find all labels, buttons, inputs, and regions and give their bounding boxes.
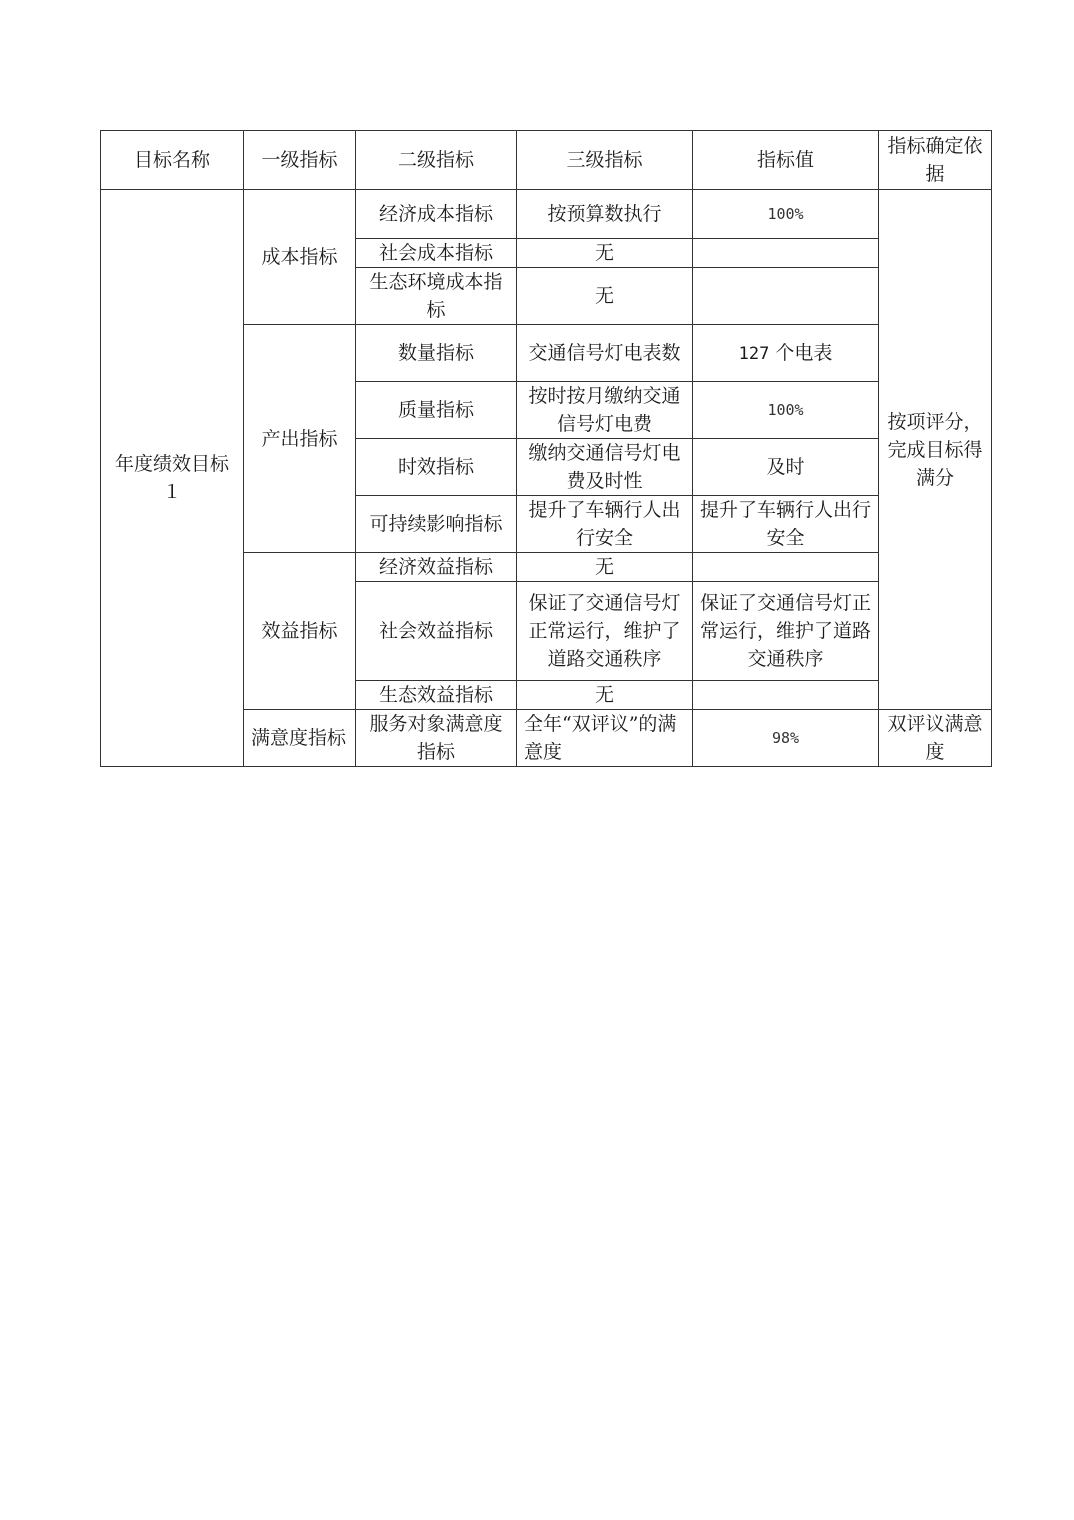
header-goal-name: 目标名称 bbox=[101, 131, 244, 190]
level3-cell: 无 bbox=[517, 268, 693, 325]
level3-cell: 提升了车辆行人出行安全 bbox=[517, 496, 693, 553]
level3-cell: 交通信号灯电表数 bbox=[517, 325, 693, 382]
level2-cell: 生态效益指标 bbox=[356, 681, 517, 710]
value-cell: 保证了交通信号灯正常运行，维护了道路交通秩序 bbox=[693, 582, 879, 681]
level3-cell: 保证了交通信号灯正常运行，维护了道路交通秩序 bbox=[517, 582, 693, 681]
header-level3: 三级指标 bbox=[517, 131, 693, 190]
level3-cell: 按时按月缴纳交通信号灯电费 bbox=[517, 382, 693, 439]
header-level2: 二级指标 bbox=[356, 131, 517, 190]
table-row bbox=[101, 190, 992, 239]
header-value: 指标值 bbox=[693, 131, 879, 190]
performance-goal-sheet bbox=[100, 130, 992, 767]
header-level1: 一级指标 bbox=[244, 131, 356, 190]
level1-cost-cell: 成本指标 bbox=[244, 190, 356, 325]
level2-cell: 时效指标 bbox=[356, 439, 517, 496]
value-cell bbox=[693, 325, 879, 382]
level2-cell: 可持续影响指标 bbox=[356, 496, 517, 553]
value-cell bbox=[693, 268, 879, 325]
level3-cell: 无 bbox=[517, 681, 693, 710]
value-cell: 98% bbox=[693, 710, 879, 767]
value-cell: 100% bbox=[693, 190, 879, 239]
level2-cell: 经济效益指标 bbox=[356, 553, 517, 582]
value-cell bbox=[693, 553, 879, 582]
value-cell: 提升了车辆行人出行安全 bbox=[693, 496, 879, 553]
level1-benefit-cell: 效益指标 bbox=[244, 553, 356, 710]
level3-cell: 无 bbox=[517, 239, 693, 268]
level2-cell: 生态环境成本指标 bbox=[356, 268, 517, 325]
value-cell bbox=[693, 239, 879, 268]
value-unit: 个电表 bbox=[769, 341, 833, 364]
level2-cell: 经济成本指标 bbox=[356, 190, 517, 239]
goal-name-cell: 年度绩效目标１ bbox=[101, 190, 244, 767]
basis-satisfaction-cell: 双评议满意度 bbox=[879, 710, 992, 767]
level3-cell: 按预算数执行 bbox=[517, 190, 693, 239]
level1-output-cell: 产出指标 bbox=[244, 325, 356, 553]
level2-cell: 社会效益指标 bbox=[356, 582, 517, 681]
value-cell: 及时 bbox=[693, 439, 879, 496]
performance-goal-table bbox=[100, 130, 992, 767]
level2-cell: 数量指标 bbox=[356, 325, 517, 382]
level3-cell: 无 bbox=[517, 553, 693, 582]
value-cell: 100% bbox=[693, 382, 879, 439]
value-cell bbox=[693, 681, 879, 710]
level1-satisfaction-cell: 满意度指标 bbox=[244, 710, 356, 767]
level3-cell: 全年“双评议”的满意度 bbox=[517, 710, 693, 767]
header-basis: 指标确定依据 bbox=[879, 131, 992, 190]
level3-cell: 缴纳交通信号灯电费及时性 bbox=[517, 439, 693, 496]
basis-main-cell: 按项评分，完成目标得满分 bbox=[879, 190, 992, 710]
value-number: 127 bbox=[738, 343, 770, 364]
level2-cell: 质量指标 bbox=[356, 382, 517, 439]
level2-cell: 服务对象满意度指标 bbox=[356, 710, 517, 767]
table-header-row bbox=[101, 131, 992, 190]
level2-cell: 社会成本指标 bbox=[356, 239, 517, 268]
